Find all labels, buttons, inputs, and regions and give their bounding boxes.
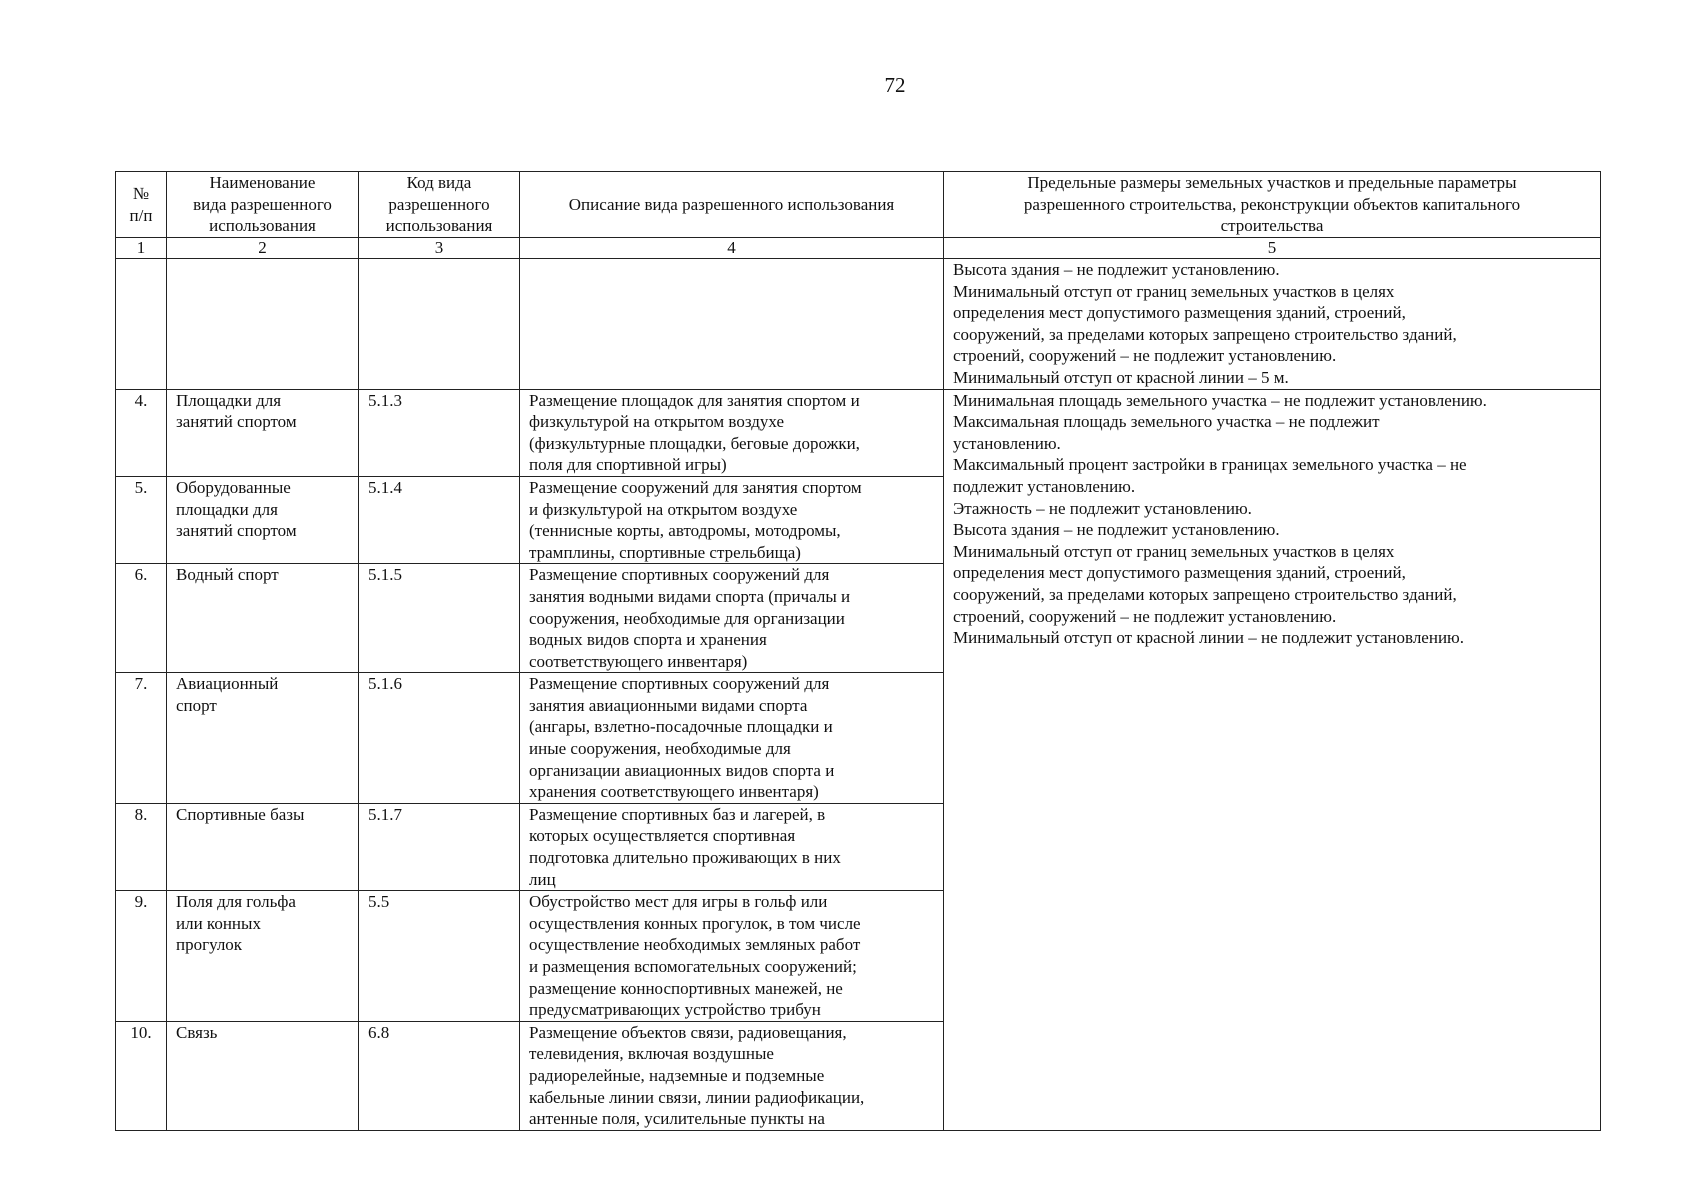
table-header-row	[116, 172, 1601, 238]
use-description: Размещение площадок для занятия спортом и физкультурой на открытом воздухе (физкультурные площадки, беговые дорожки, поля для спортивной игры)	[520, 389, 944, 476]
row-number: 9.	[116, 891, 167, 1022]
use-code: 6.8	[359, 1021, 520, 1130]
column-number: 2	[167, 238, 359, 259]
empty-cell	[359, 259, 520, 390]
use-description: Размещение спортивных баз и лагерей, в которых осуществляется спортивная подготовка длительно проживающих в них лиц	[520, 803, 944, 890]
use-code: 5.1.6	[359, 673, 520, 804]
row-number: 10.	[116, 1021, 167, 1130]
use-code: 5.1.4	[359, 476, 520, 563]
row-number: 7.	[116, 673, 167, 804]
use-description: Размещение спортивных сооружений для занятия водными видами спорта (причалы и сооружения, необходимые для организации водных видов спорта и хранения соответствующего инвентаря)	[520, 564, 944, 673]
use-code: 5.1.3	[359, 389, 520, 476]
column-number-row	[116, 238, 1601, 259]
continuation-params-cell: Высота здания – не подлежит установлению. Минимальный отступ от границ земельных участков в целях определения мест допустимого размещения зданий, строений, сооружений, за пределами которых запрещено строительство зданий, строений, сооружений – не подлежит установлению. Минимальный отступ от красной линии – 5 м.	[944, 259, 1601, 390]
column-number: 5	[944, 238, 1601, 259]
use-description: Размещение объектов связи, радиовещания, телевидения, включая воздушные радиорелейные, надземные и подземные кабельные линии связи, линии радиофикации, антенные поля, усилительные пункты на	[520, 1021, 944, 1130]
row-number: 6.	[116, 564, 167, 673]
row-number: 8.	[116, 803, 167, 890]
use-name: Водный спорт	[167, 564, 359, 673]
empty-cell	[116, 259, 167, 390]
use-code: 5.1.5	[359, 564, 520, 673]
column-number: 1	[116, 238, 167, 259]
use-name: Спортивные базы	[167, 803, 359, 890]
use-description: Обустройство мест для игры в гольф или осуществления конных прогулок, в том числе осуществление необходимых земляных работ и размещения вспомогательных сооружений; размещение конноспортивных манежей, не предусматривающих устройство трибун	[520, 891, 944, 1022]
shared-params-cell: Минимальная площадь земельного участка – не подлежит установлению. Максимальная площадь земельного участка – не подлежит установлению. Максимальный процент застройки в границах земельного участка – не подлежит установлению. Этажность – не подлежит установлению. Высота здания – не подлежит установлению. Минимальный отступ от границ земельных участков в целях определения мест допустимого размещения зданий, строений, сооружений, за пределами которых запрещено строительство зданий, строений, сооружений – не подлежит установлению. Минимальный отступ от красной линии – не подлежит установлению.	[944, 389, 1601, 1130]
continuation-row	[116, 259, 1601, 390]
header-cell-use-code: Код вида разрешенного использования	[359, 172, 520, 238]
use-description: Размещение спортивных сооружений для занятия авиационными видами спорта (ангары, взлетно-посадочные площадки и иные сооружения, необходимые для организации авиационных видов спорта и хранения соответствующего инвентаря)	[520, 673, 944, 804]
table-row	[116, 389, 1601, 476]
header-cell-use-description: Описание вида разрешенного использования	[520, 172, 944, 238]
header-cell-limit-parameters: Предельные размеры земельных участков и предельные параметры разрешенного строительства, реконструкции объектов капитального строительства	[944, 172, 1601, 238]
use-code: 5.5	[359, 891, 520, 1022]
use-name: Связь	[167, 1021, 359, 1130]
empty-cell	[167, 259, 359, 390]
permitted-use-table	[115, 171, 1601, 1131]
column-number: 3	[359, 238, 520, 259]
use-code: 5.1.7	[359, 803, 520, 890]
header-cell-number: № п/п	[116, 172, 167, 238]
column-number: 4	[520, 238, 944, 259]
row-number: 5.	[116, 476, 167, 563]
use-name: Поля для гольфа или конных прогулок	[167, 891, 359, 1022]
use-name: Авиационный спорт	[167, 673, 359, 804]
use-name: Оборудованные площадки для занятий спортом	[167, 476, 359, 563]
row-number: 4.	[116, 389, 167, 476]
use-description: Размещение сооружений для занятия спортом и физкультурой на открытом воздухе (теннисные корты, автодромы, мотодромы, трамплины, спортивные стрельбища)	[520, 476, 944, 563]
header-cell-use-name: Наименование вида разрешенного использования	[167, 172, 359, 238]
page-number: 72	[884, 73, 906, 97]
use-name: Площадки для занятий спортом	[167, 389, 359, 476]
empty-cell	[520, 259, 944, 390]
